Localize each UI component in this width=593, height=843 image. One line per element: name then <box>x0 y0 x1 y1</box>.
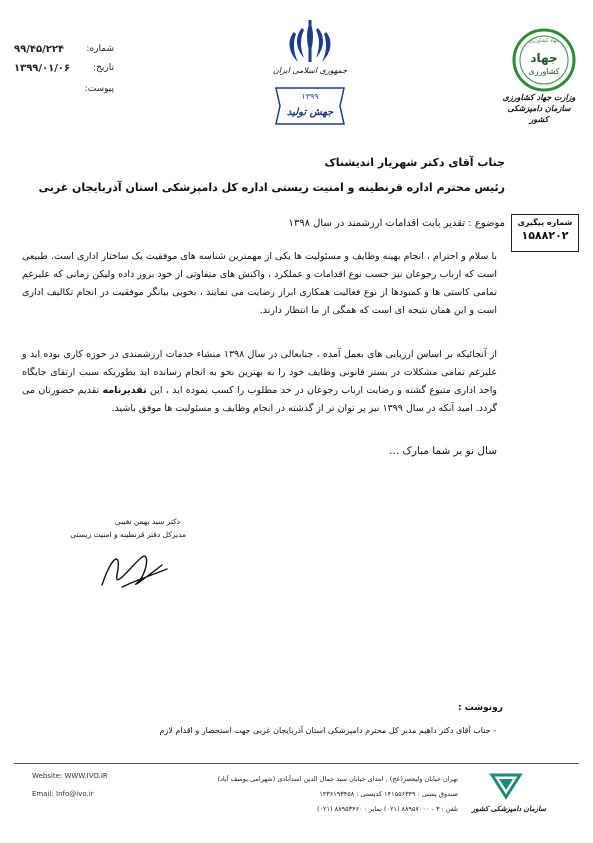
footer-phone: تلفن : ۳ - ۸۸۹۵۷۰۰۰ (۰۲۱) نمابر : ۸۸۹۵۳۴۶۰ (۰۲۱) <box>317 805 458 813</box>
banner-year: ۱۳۹۹ <box>301 92 319 101</box>
letter-subject: موضوع : تقدیر بابت اقدامات ارزشمند در سال ۱۳۹۸ <box>288 218 505 229</box>
letter-number <box>14 44 114 55</box>
footer-website: Website: WWW.IVO.IR <box>32 772 108 780</box>
addressee-name: جناب آقای دکتر شهریار اندیشناک <box>324 156 505 169</box>
addressee-title: رئیس محترم اداره قرنطینه و امنیت زیستی اداره کل دامپزشکی استان آذربایجان غربی <box>38 181 505 194</box>
body-paragraph-2-bold: تقدیرنامه <box>102 385 147 396</box>
production-leap-banner <box>272 84 348 128</box>
handwritten-signature <box>92 545 172 595</box>
signatory-title: مدیرکل دفتر قرنطینه و امنیت زیستی <box>70 530 186 539</box>
tracking-number: ۱۵۸۸۲۰۲ <box>521 229 569 242</box>
body-paragraph-1: با سلام و احترام ، انجام بهینه وظایف و مسئولیت ها یکی از مهمترین شناسه های موفقیت یک ساختار اداری است. طبیعی است که ارباب رجوعان نیز حسب نوع اقدامات و عملکرد ، واکنش های متفاوتی از خود بروز داده ولیکن زمانی که علیرغم تمامی کاستی ها و کمبودها از نوع فعالیت همکاری ابراز رضایت می نمایند ، بخوبی بیانگر موفقیت در انجام تکالیف اداری است و این همان نتیجه ای است که همگی از ما انتظار دارند. <box>22 251 497 316</box>
letter-attachment-label: پیوست: <box>84 84 114 94</box>
cc-title: رونوشت : <box>458 703 503 713</box>
footer-address: تهران خیابان ولیعصر(عج) ، ابتدای خیابان سید جمال الدین اسدآبادی (شهرامی یوسف آباد) <box>217 775 458 783</box>
letter-date <box>14 63 114 74</box>
letter-date-label: تاریخ: <box>93 63 114 73</box>
letter-date-value: ۱۳۹۹/۰۱/۰۶ <box>14 63 71 74</box>
letter-number-label: شماره: <box>86 44 114 54</box>
jihad-agriculture-logo <box>512 28 576 92</box>
emblem-caption: جمهوری اسلامی ایران <box>272 66 348 75</box>
tracking-label: شماره پیگیری <box>517 218 573 227</box>
footer-email: Email: Info@ivo.ir <box>32 790 94 798</box>
jihad-logo-top-text: جهاد کشاورزی <box>528 38 560 44</box>
jihad-logo-sub-text: کشاورزی <box>528 67 560 76</box>
letter-number-value: ۹۹/۴۵/۲۲۴ <box>14 44 65 55</box>
cc-item: - جناب آقای دکتر داهیم مدیر کل محترم دامپزشکی استان آذربایجان غربی جهت استحضار و اقدام لازم <box>159 726 496 735</box>
letter-attachment <box>14 84 114 94</box>
footer-postal: صندوق پستی : ۱۴۱۵۵۶۳۴۹ کدپستی : ۱۴۳۶۱۹۳۴۵۸ <box>319 790 458 798</box>
signatory-name: دکتر سید بهمن نقیبی <box>114 517 180 526</box>
body-paragraph-2-b: تقدیم حضورتان می گردد. امید آنکه در سال ۱۳۹۹ نیز پر توان تر از گذشته در انجام وظایف و مسئولیت ها موفق باشید. <box>22 385 497 414</box>
footer-divider <box>14 763 579 764</box>
ministry-line1: وزارت جهاد کشاورزی <box>502 93 576 102</box>
body-paragraph-2 <box>22 346 497 418</box>
tracking-number-box <box>511 214 579 252</box>
ministry-line2: سازمان دامپزشکی کشور <box>507 104 571 124</box>
body-paragraph-2-a: از آنجائیکه بر اساس ارزیابی های بعمل آمده ، جنابعالی در سال ۱۳۹۸ منشاء خدمات ارزشمندی در حوزه کاری بوده اید و علیرغم تمامی مشکلات در بستر قانونی وظایف خود را به بهترین نحو به انجام رسانده اید بطوریکه سبب ارتقای جایگاه واحد اداری متبوع گشته و رضایت ارباب رجوعان در حد مطلوب را کسب نموده اید ، این <box>22 349 497 396</box>
new-year-greeting: سال نو بر شما مبارک ... <box>389 445 497 457</box>
jihad-logo-main-text: جهاد <box>530 51 558 65</box>
vet-organization-logo <box>486 771 526 801</box>
banner-slogan: جهش تولید <box>286 107 334 118</box>
footer-org-name: سازمان دامپزشکی کشور <box>471 805 547 813</box>
iran-emblem-icon <box>282 18 338 66</box>
ministry-caption <box>500 92 578 125</box>
